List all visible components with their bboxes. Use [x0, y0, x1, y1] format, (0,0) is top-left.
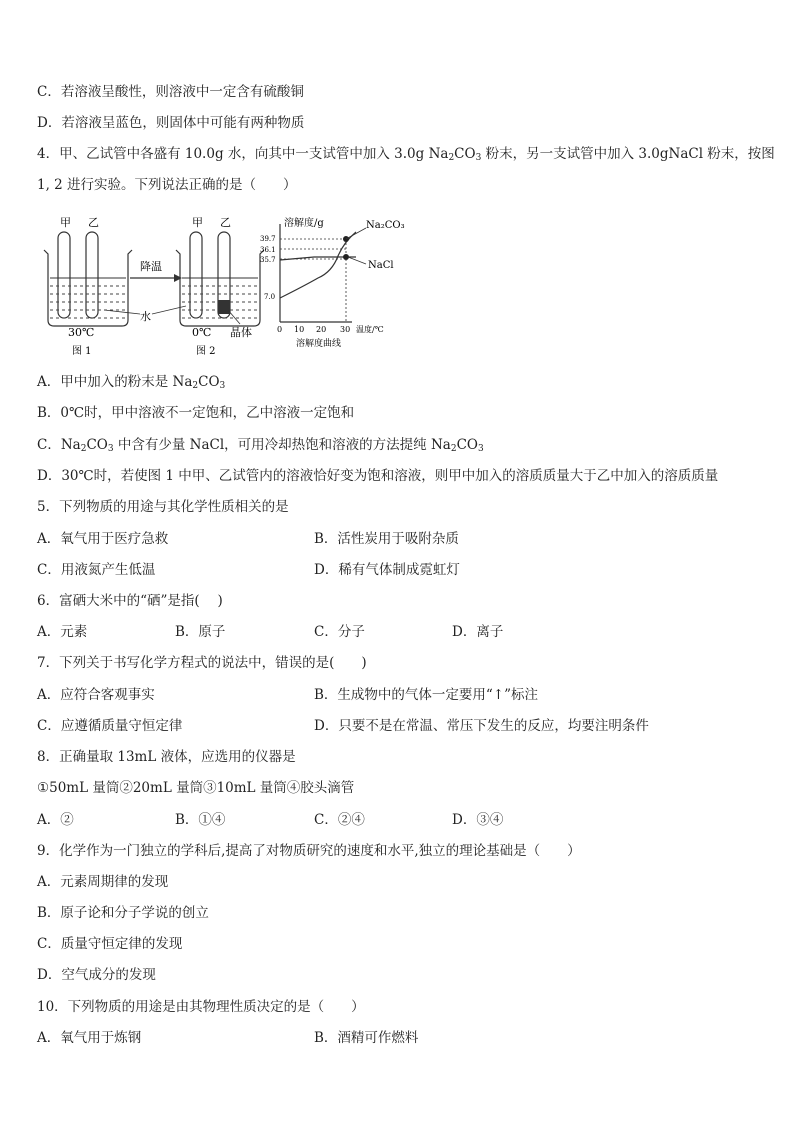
q4-option-a: A．甲中加入的粉末是 $Na_2CO_3$ [37, 374, 226, 391]
beaker2-temp: 0℃ [192, 326, 212, 339]
crystal-label: 晶体 [230, 326, 252, 339]
q8-option-d: D．③④ [452, 812, 504, 828]
crystal-deposit [218, 300, 230, 314]
water-leader-left [104, 310, 140, 314]
q6-stem: 6．富硒大米中的“硒”是指( ) [37, 593, 223, 609]
q5-option-c: C．用液氮产生低温 [37, 562, 156, 578]
q6-option-c: C．分子 [314, 624, 365, 640]
arrow-head-icon [174, 274, 182, 282]
series-na2co3: Na₂CO₃ [366, 220, 405, 231]
chart-xlabel: 温度/℃ [356, 325, 384, 334]
q7-option-d: D．只要不是在常温、常压下发生的反应，均要注明条件 [314, 718, 649, 734]
xtick-20: 20 [316, 325, 327, 334]
xtick-30: 30 [340, 325, 351, 334]
ytick-35-7: 35.7 [260, 256, 276, 264]
q5-option-d: D．稀有气体制成霓虹灯 [314, 562, 460, 578]
q9-option-c: C．质量守恒定律的发现 [37, 936, 183, 952]
beaker2-label-jia: 甲 [192, 216, 203, 229]
beaker1-temp: 30℃ [68, 326, 95, 339]
q8-stem: 8．正确量取 13mL 液体，应选用的仪器是 [37, 749, 296, 765]
beaker-1-water-dashes [50, 286, 126, 318]
ytick-7-0: 7.0 [264, 293, 276, 301]
beaker1-label-yi: 乙 [88, 216, 99, 229]
q7-stem: 7．下列关于书写化学方程式的说法中，错误的是( ) [37, 655, 367, 671]
solubility-chart [260, 216, 405, 349]
fig1-caption: 图 1 [72, 346, 92, 357]
water-label: 水 [140, 310, 151, 323]
q8-option-a: A．② [37, 812, 74, 828]
q3-option-c: C．若溶液呈酸性，则溶液中一定含有硫酸铜 [37, 84, 304, 100]
beaker1-label-jia: 甲 [60, 216, 71, 229]
xtick-0: 0 [277, 325, 283, 334]
q6-option-a: A．元素 [37, 624, 88, 640]
q7-option-a: A．应符合客观事实 [37, 687, 155, 703]
cooling-label: 降温 [140, 260, 162, 273]
q8-option-b: B．①④ [175, 812, 226, 828]
ytick-39-7: 39.7 [260, 235, 276, 243]
q4-figure [36, 210, 436, 360]
q8-items: ①50mL 量筒②20mL 量筒③10mL 量筒④胶头滴管 [37, 780, 355, 796]
q4-option-c: C．$Na_2CO_3$ 中含有少量 NaCl，可用冷却热饱和溶液的方法提纯 $Na_2CO_3$ [37, 437, 484, 454]
q9-option-d: D．空气成分的发现 [37, 967, 156, 983]
q10-option-a: A．氧气用于炼钢 [37, 1030, 142, 1046]
q4-option-b: B．0℃时，甲中溶液不一定饱和，乙中溶液一定饱和 [37, 405, 355, 421]
q4-option-d: D．30℃时，若使图 1 中甲、乙试管内的溶液恰好变为饱和溶液，则甲中加入的溶质质量大于乙中加入的溶质质量 [37, 468, 719, 484]
q10-option-b: B．酒精可作燃料 [314, 1030, 419, 1046]
q6-option-b: B．原子 [175, 624, 226, 640]
crystal-leader [228, 310, 240, 324]
q10-stem: 10．下列物质的用途是由其物理性质决定的是（ ） [37, 999, 365, 1015]
q5-option-a: A．氧气用于医疗急救 [37, 531, 169, 547]
chart-caption: 溶解度曲线 [296, 339, 342, 349]
q7-option-b: B．生成物中的气体一定要用“↑”标注 [314, 687, 539, 703]
q9-stem: 9．化学作为一门独立的学科后,提高了对物质研究的速度和水平,独立的理论基础是（ ） [37, 843, 581, 859]
water-leader-right [152, 306, 186, 314]
fig2-caption: 图 2 [196, 346, 216, 357]
series-nacl: NaCl [368, 260, 394, 271]
q7-option-c: C．应遵循质量守恒定律 [37, 718, 183, 734]
q9-option-b: B．原子论和分子学说的创立 [37, 905, 209, 921]
q9-option-a: A．元素周期律的发现 [37, 874, 169, 890]
q5-option-b: B．活性炭用于吸附杂质 [314, 531, 459, 547]
q4-stem-line1: 4．甲、乙试管中各盛有 10.0g 水，向其中一支试管中加入 3.0g $Na_2CO_3$ 粉末，另一支试管中加入 3.0gNaCl 粉末，按图 [37, 146, 775, 163]
chart-ylabel: 溶解度/g [284, 218, 324, 229]
ytick-36-1: 36.1 [260, 246, 276, 254]
xtick-10: 10 [294, 325, 305, 334]
q4-stem-line2: 1, 2 进行实验。下列说法正确的是（ ） [37, 177, 297, 193]
q6-option-d: D．离子 [452, 624, 504, 640]
q8-option-c: C．②④ [314, 812, 365, 828]
na2co3-curve [280, 232, 356, 298]
q3-option-d: D．若溶液呈蓝色，则固体中可能有两种物质 [37, 115, 305, 131]
beaker2-label-yi: 乙 [220, 216, 231, 229]
q5-stem: 5．下列物质的用途与其化学性质相关的是 [37, 499, 289, 515]
